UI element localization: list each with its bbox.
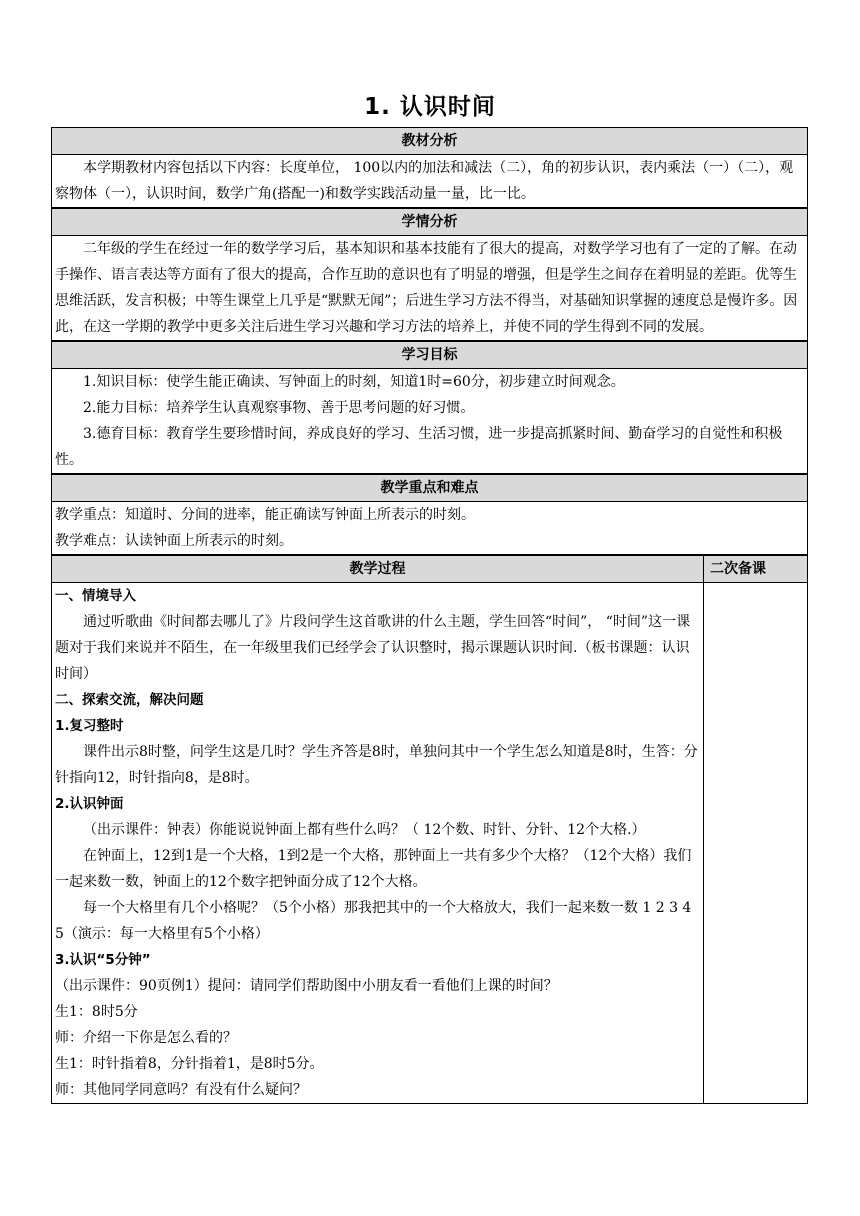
subheading: 一、情境导入: [55, 588, 136, 604]
analysis-text: 本学期教材内容包括以下内容：长度单位， 100以内的加法和减法（二），角的初步认识，表内乘法（一）（二），观察物体（一），认识时间，数学广角(搭配一)和数学实践活动量一量，比一比。: [55, 160, 794, 202]
paragraph: 每一个大格里有几个小格呢？（5个小格）那我把其中的一个大格放大，我们一起来数一数 1 2 3 4 5（演示：每一大格里有5个小格）: [55, 900, 692, 942]
dialogue-line: 师：介绍一下你是怎么看的？: [55, 1030, 237, 1046]
dialogue-line: 生1：8时5分: [55, 1004, 138, 1020]
page-title: 1. 认识时间: [364, 94, 496, 120]
section-header: 教材分析: [52, 128, 807, 155]
paragraph: （出示课件：钟表）你能说说钟面上都有些什么吗？（ 12个数、时针、分针、12个大格.）: [83, 822, 646, 838]
goal-item: 1.知识目标：使学生能正确读、写钟面上的时刻，知道1时=60分，初步建立时间观念。: [83, 374, 625, 390]
section-header: 二次备课: [704, 556, 807, 583]
section-focus: [51, 474, 808, 555]
section-header: 学情分析: [52, 208, 807, 236]
goal-item: 3.德育目标：教育学生要珍惜时间，养成良好的学习、生活习惯，进一步提高抓紧时间、勤奋学习的自觉性和积极性。: [55, 426, 783, 468]
dialogue-line: 师：其他同学同意吗？有没有什么疑问？: [55, 1082, 307, 1098]
section-goals: [51, 341, 808, 474]
dialogue-line: 生1：时针指着8，分针指着1，是8时5分。: [55, 1056, 324, 1072]
section-header: 教学重点和难点: [52, 474, 807, 502]
goal-item: 2.能力目标：培养学生认真观察事物、善于思考问题的好习惯。: [83, 400, 475, 416]
paragraph: 通过听歌曲《时间都去哪儿了》片段问学生这首歌讲的什么主题，学生回答“时间”， “时间”这一课题对于我们来说并不陌生，在一年级里我们已经学会了认识整时，揭示课题认识时间.（板书课题：认识时间）: [55, 614, 691, 682]
subheading: 二、探索交流，解决问题: [55, 692, 204, 708]
paragraph: 课件出示8时整，问学生这是几时？学生齐答是8时，单独问其中一个学生怎么知道是8时，生答：分针指向12，时针指向8，是8时。: [55, 744, 698, 786]
section-process: [51, 555, 808, 1104]
section-header: 教学过程: [52, 556, 703, 583]
subheading: 2.认识钟面: [55, 796, 124, 812]
students-text: 二年级的学生在经过一年的数学学习后，基本知识和基本技能有了很大的提高，对数学学习也有了一定的了解。在动手操作、语言表达等方面有了很大的提高，合作互助的意识也有了明显的增强，但是学生之间存在着明显的差距。优等生思维活跃，发言积极；中等生课堂上几乎是“默默无闻”；后进生学习方法不得当，对基础知识掌握的速度总是慢许多。因此，在这一学期的教学中更多关注后进生学习兴趣和学习方法的培养上，并使不同的学生得到不同的发展。: [55, 241, 798, 335]
second-prep-column: [704, 556, 807, 1103]
section-header: 学习目标: [52, 341, 807, 369]
paragraph: 在钟面上，12到1是一个大格，1到2是一个大格，那钟面上一共有多少个大格？（12个大格）我们一起来数一数，钟面上的12个数字把钟面分成了12个大格。: [55, 848, 692, 890]
focus-difficulty: 教学难点：认读钟面上所表示的时刻。: [55, 533, 293, 549]
subheading: 3.认识“5分钟”: [55, 952, 151, 968]
subheading: 1.复习整时: [55, 718, 124, 734]
lesson-plan-table: [51, 127, 808, 1104]
section-students: [51, 208, 808, 341]
paragraph: （出示课件：90页例1）提问：请同学们帮助图中小朋友看一看他们上课的时间？: [55, 978, 558, 994]
focus-key: 教学重点：知道时、分间的进率，能正确读写钟面上所表示的时刻。: [55, 507, 475, 523]
section-analysis: [51, 127, 808, 208]
